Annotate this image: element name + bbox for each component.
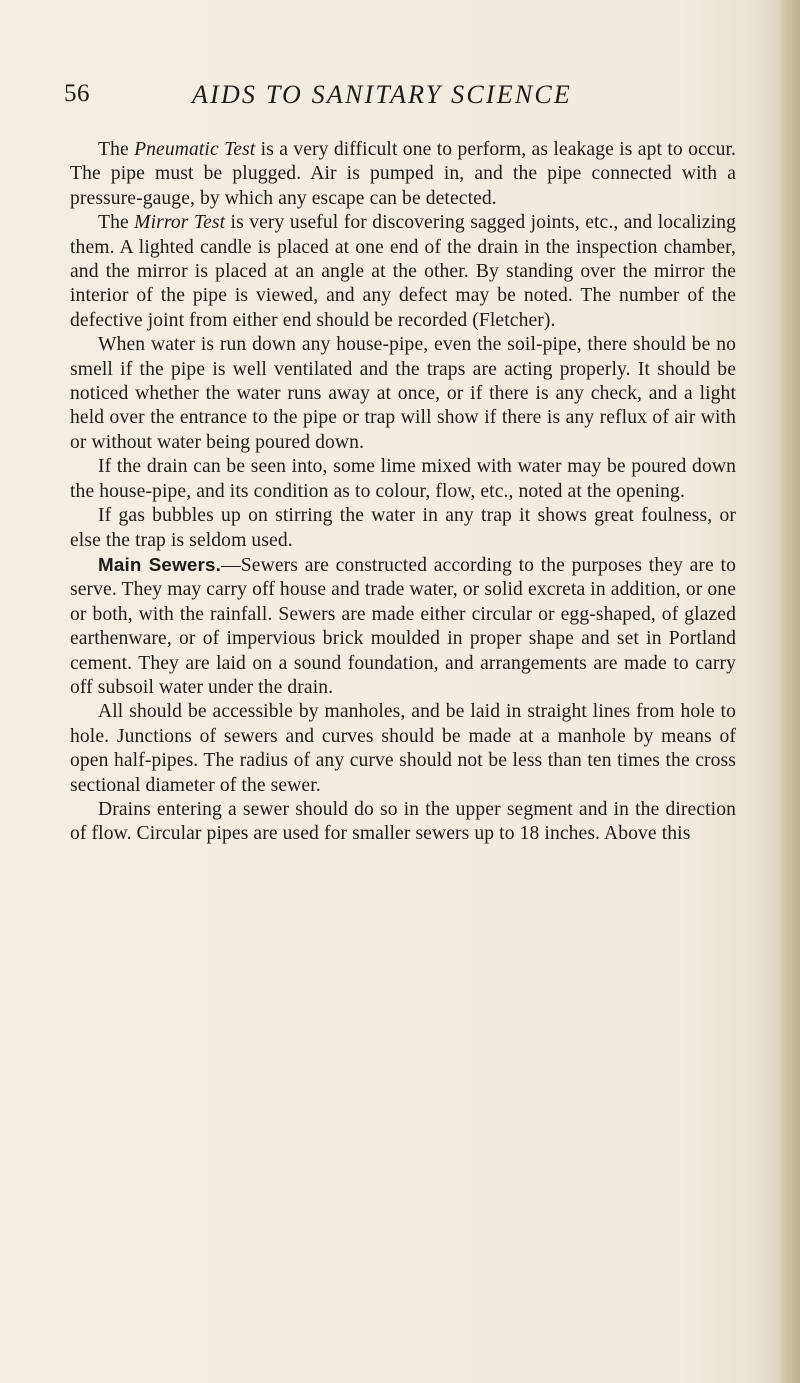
paragraph-drains-entering: Drains entering a sewer should do so in the upper segment and in the direction of flow. Circular pipes are used for smaller sewers up to 18 inches. Above this [70, 798, 736, 845]
page-number: 56 [64, 80, 90, 107]
running-head: AIDS TO SANITARY SCIENCE [192, 80, 572, 109]
paragraph-gas-bubbles: If gas bubbles up on stirring the water in any trap it shows great foulness, or else the trap is seldom used. [70, 505, 736, 551]
page-header [64, 80, 724, 116]
paragraph-manholes: All should be accessible by manholes, and be laid in straight lines from hole to hole. Junctions of sewers and curves should be made at a manhole by means of open half-pipes. The radius of any curve should not be less than ten times the cross sectional diameter of the sewer. [70, 701, 736, 796]
body-text [70, 138, 736, 847]
section-heading-main-sewers: Main Sewers. [98, 553, 222, 575]
term-pneumatic-test: Pneumatic Test [134, 139, 256, 160]
paragraph-mirror-test: The Mirror Test is very useful for discovering sagged joints, etc., and localizing them. A lighted candle is placed at one end of the drain in the inspection chamber, and the mirror is placed at an angle at the other. By standing over the mirror the interior of the pipe is viewed, and any defect may be noted. The number of the defective joint from either end should be recorded (Fletcher). [70, 212, 736, 331]
page-edge-shadow [778, 0, 800, 1383]
paragraph-house-pipe: When water is run down any house-pipe, even the soil-pipe, there should be no smell if the pipe is well ventilated and the traps are acting properly. It should be noticed whether the water runs away at once, or if there is any check, and a light held over the entrance to the pipe or trap will show if there is any reflux of air with or without water being poured down. [70, 334, 736, 453]
term-mirror-test: Mirror Test [134, 212, 226, 234]
paragraph-pneumatic-test: The Pneumatic Test is a very difficult one to perform, as leakage is apt to occur. The pipe must be plugged. Air is pumped in, and the pipe connected with a pressure-gauge, by which any escape can be detected. [70, 139, 737, 209]
paragraph-main-sewers: Main Sewers.—Sewers are constructed according to the purposes they are to serve. They may carry off house and trade water, or solid excreta in addition, or one or both, with the rainfall. Sewers are made either circular or egg-shaped, of glazed earthenware, or of impervious brick moulded in proper shape and set in Portland cement. They are laid on a sound foundation, and arrangements are made to carry off subsoil water under the drain. [70, 553, 736, 698]
paragraph-lime-test: If the drain can be seen into, some lime mixed with water may be poured down the house-pipe, and its condition as to colour, flow, etc., noted at the opening. [70, 456, 736, 502]
